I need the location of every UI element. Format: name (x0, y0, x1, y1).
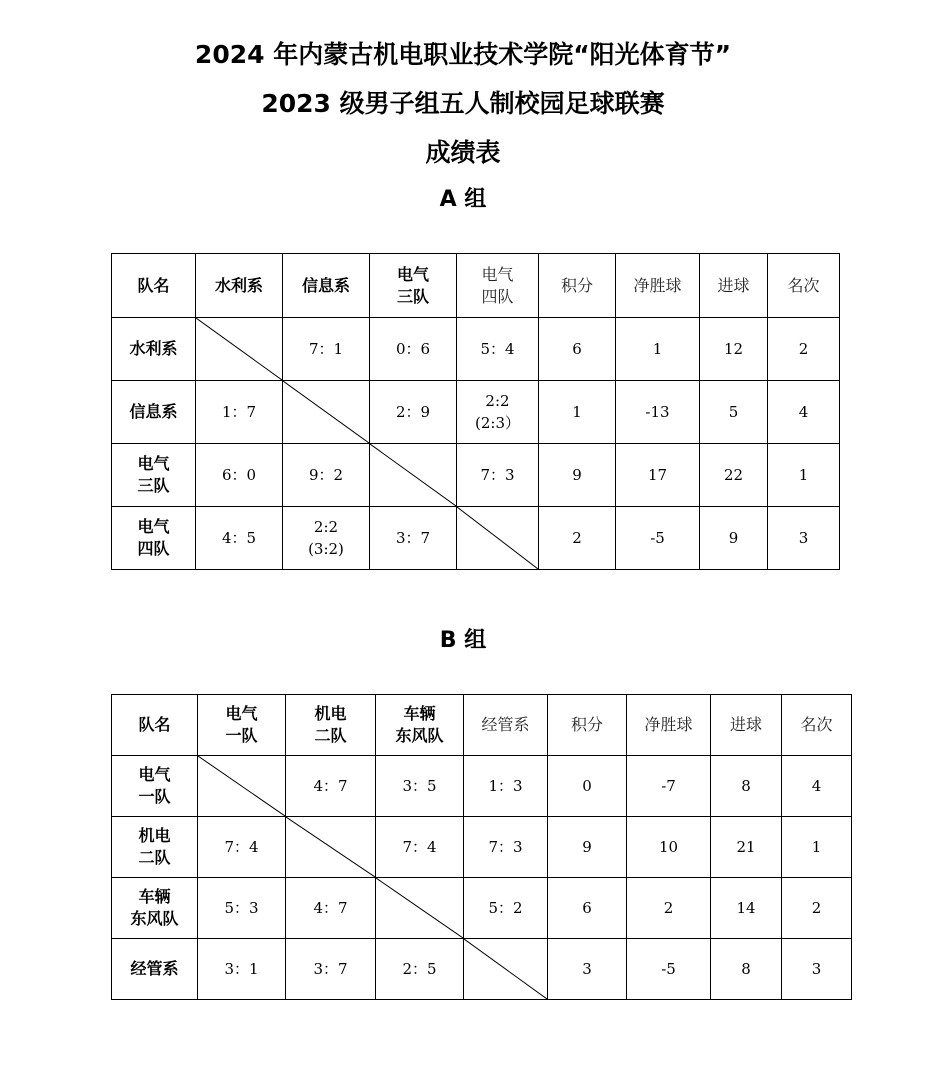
match-score: 4：7 (286, 878, 376, 939)
header-goal-difference: 净胜球 (627, 695, 711, 756)
header-opponent: 电气 四队 (457, 254, 539, 318)
rank: 3 (768, 507, 840, 570)
table-row (112, 318, 840, 381)
rank: 4 (768, 381, 840, 444)
goal-difference: -13 (616, 381, 700, 444)
goals: 5 (700, 381, 768, 444)
table-row (112, 939, 852, 1000)
points: 6 (548, 878, 627, 939)
goal-difference: -5 (616, 507, 700, 570)
team-name: 车辆 东风队 (112, 878, 198, 939)
table-row (112, 756, 852, 817)
diagonal-cell (286, 817, 376, 878)
match-score: 4：7 (286, 756, 376, 817)
goal-difference: -7 (627, 756, 711, 817)
title-line-2: 2023 级男子组五人制校园足球联赛 (261, 89, 665, 118)
goal-difference: 10 (627, 817, 711, 878)
header-opponent: 机电 二队 (286, 695, 376, 756)
match-score: 2：5 (376, 939, 464, 1000)
group-a-score-table (111, 253, 840, 570)
goals: 12 (700, 318, 768, 381)
header-team-name: 队名 (112, 254, 196, 318)
points: 6 (539, 318, 616, 381)
points: 1 (539, 381, 616, 444)
title-line-3: 成绩表 (425, 138, 501, 167)
diagonal-cell (457, 507, 539, 570)
goals: 14 (711, 878, 782, 939)
points: 9 (539, 444, 616, 507)
rank: 1 (768, 444, 840, 507)
header-opponent: 水利系 (196, 254, 283, 318)
match-score: 3：7 (370, 507, 457, 570)
title-line-1: 2024 年内蒙古机电职业技术学院“阳光体育节” (194, 40, 732, 69)
header-goals: 进球 (711, 695, 782, 756)
goals: 8 (711, 756, 782, 817)
diagonal-cell (464, 939, 548, 1000)
team-name: 水利系 (112, 318, 196, 381)
team-name: 经管系 (112, 939, 198, 1000)
table-row (112, 878, 852, 939)
diagonal-cell (283, 381, 370, 444)
match-score: 7：1 (283, 318, 370, 381)
group-a-title: A 组 (439, 187, 487, 212)
rank: 2 (782, 878, 852, 939)
diagonal-cell (376, 878, 464, 939)
match-score: 7：3 (464, 817, 548, 878)
header-opponent: 信息系 (283, 254, 370, 318)
header-points: 积分 (548, 695, 627, 756)
match-score: 0：6 (370, 318, 457, 381)
header-opponent: 经管系 (464, 695, 548, 756)
match-score: 5：2 (464, 878, 548, 939)
table-row (112, 507, 840, 570)
group-b-title: B 组 (439, 628, 487, 653)
rank: 1 (782, 817, 852, 878)
table-row (112, 381, 840, 444)
header-rank: 名次 (782, 695, 852, 756)
match-score: 5：4 (457, 318, 539, 381)
rank: 4 (782, 756, 852, 817)
match-score: 2：9 (370, 381, 457, 444)
team-name: 电气 四队 (112, 507, 196, 570)
match-score: 1：7 (196, 381, 283, 444)
match-score: 3：1 (198, 939, 286, 1000)
team-name: 电气 三队 (112, 444, 196, 507)
table-row (112, 444, 840, 507)
header-team-name: 队名 (112, 695, 198, 756)
match-score: 9：2 (283, 444, 370, 507)
header-points: 积分 (539, 254, 616, 318)
goal-difference: 2 (627, 878, 711, 939)
goals: 22 (700, 444, 768, 507)
header-goal-difference: 净胜球 (616, 254, 700, 318)
match-score: 4：5 (196, 507, 283, 570)
goals: 8 (711, 939, 782, 1000)
diagonal-cell (198, 756, 286, 817)
team-name: 电气 一队 (112, 756, 198, 817)
header-goals: 进球 (700, 254, 768, 318)
match-score: 7：3 (457, 444, 539, 507)
goal-difference: 17 (616, 444, 700, 507)
rank: 3 (782, 939, 852, 1000)
points: 3 (548, 939, 627, 1000)
points: 9 (548, 817, 627, 878)
goal-difference: -5 (627, 939, 711, 1000)
match-score: 1：3 (464, 756, 548, 817)
points: 0 (548, 756, 627, 817)
rank: 2 (768, 318, 840, 381)
goals: 21 (711, 817, 782, 878)
match-score: 3：7 (286, 939, 376, 1000)
goal-difference: 1 (616, 318, 700, 381)
match-score: 5：3 (198, 878, 286, 939)
match-score: 6：0 (196, 444, 283, 507)
points: 2 (539, 507, 616, 570)
match-score: 2:2 (2:3） (457, 381, 539, 444)
team-name: 信息系 (112, 381, 196, 444)
team-name: 机电 二队 (112, 817, 198, 878)
diagonal-cell (196, 318, 283, 381)
group-b-score-table (111, 694, 852, 1000)
diagonal-cell (370, 444, 457, 507)
match-score: 7：4 (376, 817, 464, 878)
match-score: 2:2 (3:2) (283, 507, 370, 570)
goals: 9 (700, 507, 768, 570)
match-score: 3：5 (376, 756, 464, 817)
match-score: 7：4 (198, 817, 286, 878)
header-opponent: 电气 三队 (370, 254, 457, 318)
header-opponent: 车辆 东风队 (376, 695, 464, 756)
header-rank: 名次 (768, 254, 840, 318)
header-opponent: 电气 一队 (198, 695, 286, 756)
table-row (112, 817, 852, 878)
